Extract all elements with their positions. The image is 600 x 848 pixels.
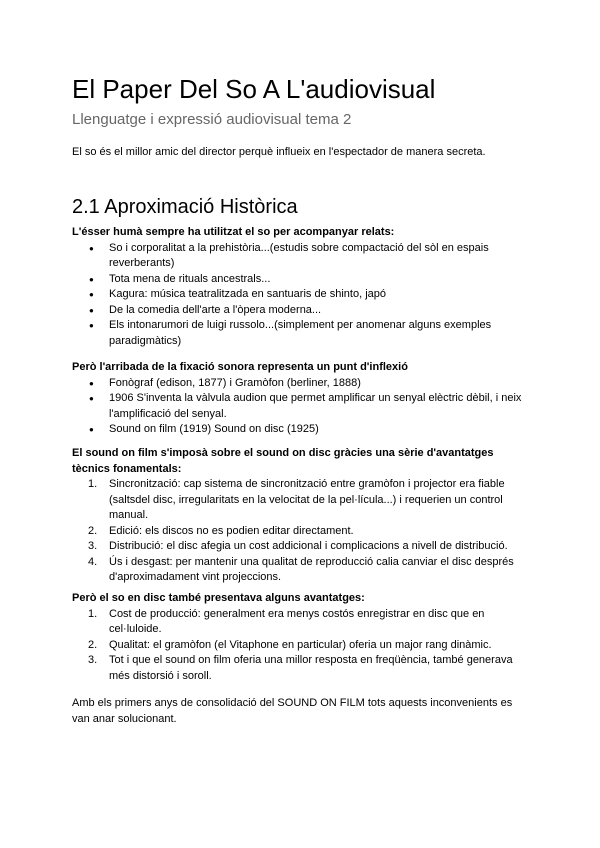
list-item: ● Els intonarumori de luigi russolo...(simplement per anomenar alguns exemples paradigmàtics) <box>72 318 532 349</box>
item-text: Qualitat: el gramòfon (el Vitaphone en particular) oferia un major rang dinàmic. <box>109 638 492 651</box>
item-text: Sincronització: cap sistema de sincronització entre gramòfon i projector era fiable (saltsdel disc, irregularitats en la velocitat de la pel·lícula...) i requerien un control manual. <box>109 478 505 521</box>
item-number: 3. <box>88 654 98 666</box>
item-text: Distribució: el disc afegia un cost addicional i complicacions a nivell de distribució. <box>109 540 508 552</box>
list-item <box>72 539 532 555</box>
block-sound-fixation <box>72 360 532 438</box>
block-storytelling <box>72 225 532 349</box>
document-title: El Paper Del So A L'audiovisual <box>72 74 436 104</box>
bullet-list <box>72 376 532 438</box>
list-item: ● Kagura: música teatralitzada en santuaris de shinto, japó <box>72 287 532 303</box>
list-item <box>72 524 532 540</box>
intro-paragraph: El so és el millor amic del director perquè influeix en l'espectador de manera secreta. <box>72 146 486 158</box>
document-subtitle: Llenguatge i expressió audiovisual tema 2 <box>72 111 352 128</box>
bullet-list <box>72 241 532 350</box>
list-item: ● Tota mena de rituals ancestrals... <box>72 272 532 288</box>
list-item: ● De la comedia dell'arte a l'òpera moderna... <box>72 303 532 319</box>
section-heading: 2.1 Aproximació Històrica <box>72 196 298 218</box>
block-sound-on-disc-advantages <box>72 591 532 684</box>
block-lead: El sound on film s'imposà sobre el sound on disc gràcies una sèrie d'avantatges tècnics fonamentals: <box>72 447 494 475</box>
item-text: Edició: els discos no es podien editar directament. <box>109 524 354 537</box>
list-item <box>72 477 532 524</box>
item-text: Tot i que el sound on film oferia una millor resposta en freqüència, també generava més distorsió i soroll. <box>109 654 513 682</box>
list-item: ● 1906 S'inventa la vàlvula audion que permet amplificar un senyal elèctric dèbil, i neix l'amplificació del senyal. <box>72 391 532 422</box>
list-item: ● Fonògraf (edison, 1877) i Gramòfon (berliner, 1888) <box>72 376 532 392</box>
item-text: Cost de producció: generalment era menys costós enregistrar en disc que en cel·luloide. <box>109 607 485 635</box>
block-sound-on-film-advantages <box>72 446 532 586</box>
list-item: ● So i corporalitat a la prehistòria...(estudis sobre compactació del sòl en espais reverberants) <box>72 241 532 272</box>
item-number: 1. <box>88 607 98 620</box>
block-lead: L'ésser humà sempre ha utilitzat el so per acompanyar relats: <box>72 226 395 238</box>
numbered-list <box>72 477 532 586</box>
list-item: ● Sound on film (1919) Sound on disc (1925) <box>72 422 532 438</box>
list-item <box>72 607 532 638</box>
closing-paragraph: Amb els primers anys de consolidació del SOUND ON FILM tots aquests inconvenients es van anar solucionant. <box>72 697 513 725</box>
block-lead: Però l'arribada de la fixació sonora representa un punt d'inflexió <box>72 361 408 373</box>
list-item <box>72 555 532 586</box>
block-lead: Però el so en disc també presentava alguns avantatges: <box>72 592 365 604</box>
list-item <box>72 638 532 654</box>
item-text: Ús i desgast: per mantenir una qualitat de reproducció calia canviar el disc després d'aproximadament vint projeccions. <box>109 555 514 583</box>
item-number: 1. <box>88 478 98 490</box>
item-number: 4. <box>88 555 98 568</box>
item-number: 2. <box>88 524 98 537</box>
numbered-list <box>72 607 532 685</box>
item-number: 2. <box>88 638 98 651</box>
item-number: 3. <box>88 540 98 552</box>
list-item <box>72 653 532 684</box>
